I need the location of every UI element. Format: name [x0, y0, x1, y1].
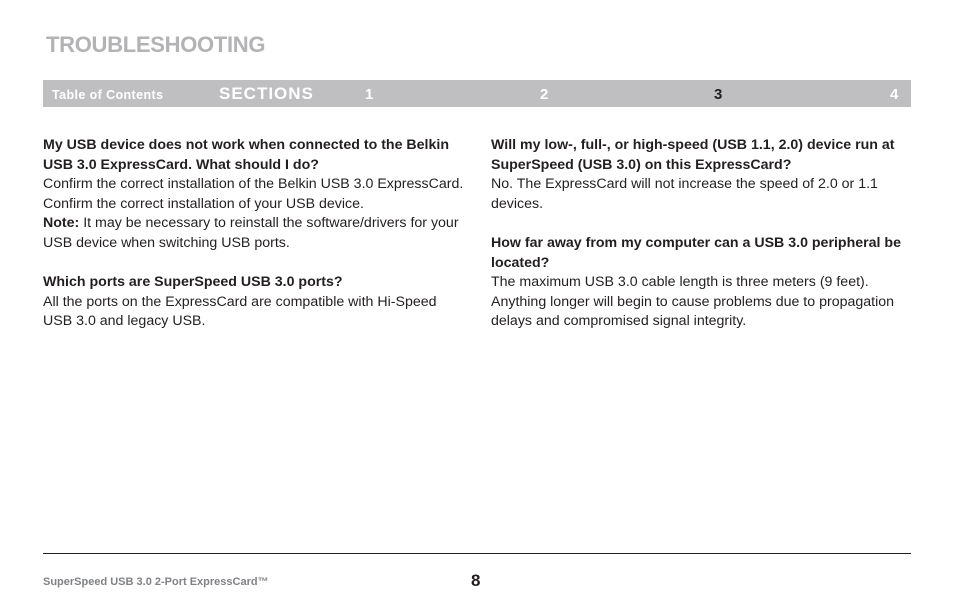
section-4-link[interactable]: 4	[890, 86, 899, 103]
note-text: It may be necessary to reinstall the software/drivers for your USB device when switching USB ports.	[43, 215, 459, 251]
faq-question: How far away from my computer can a USB 3.0 peripheral be located?	[491, 235, 901, 271]
faq-answer: No. The ExpressCard will not increase the speed of 2.0 or 1.1 devices.	[491, 176, 878, 212]
section-3-link[interactable]: 3	[714, 86, 723, 103]
faq-question: Will my low-, full-, or high-speed (USB 1.1, 2.0) device run at SuperSpeed (USB 3.0) on this ExpressCard?	[491, 137, 895, 173]
faq-item	[491, 234, 916, 332]
faq-answer	[43, 175, 468, 253]
right-column	[491, 136, 916, 352]
faq-answer: All the ports on the ExpressCard are compatible with Hi-Speed USB 3.0 and legacy USB.	[43, 293, 437, 329]
faq-question: My USB device does not work when connected to the Belkin USB 3.0 ExpressCard. What should I do?	[43, 137, 449, 173]
faq-item	[43, 273, 468, 332]
faq-item	[43, 136, 468, 253]
faq-question: Which ports are SuperSpeed USB 3.0 ports?	[43, 274, 343, 290]
footer-divider	[43, 553, 911, 554]
faq-item	[491, 136, 916, 214]
note-label: Note:	[43, 215, 80, 231]
page-title: TROUBLESHOOTING	[46, 32, 266, 57]
sections-label: SECTIONS	[219, 84, 314, 103]
footer-product-name: SuperSpeed USB 3.0 2-Port ExpressCard™	[43, 576, 269, 588]
section-2-link[interactable]: 2	[540, 86, 549, 103]
left-column	[43, 136, 468, 352]
faq-answer-text: Confirm the correct installation of the Belkin USB 3.0 ExpressCard. Confirm the correct installation of your USB device.	[43, 176, 464, 212]
section-1-link[interactable]: 1	[365, 86, 374, 103]
page-number: 8	[471, 571, 481, 590]
faq-answer: The maximum USB 3.0 cable length is three meters (9 feet). Anything longer will begin to cause problems due to propagation delays and compromised signal integrity.	[491, 274, 895, 329]
table-of-contents-link[interactable]: Table of Contents	[52, 88, 164, 102]
section-nav-bar	[43, 80, 911, 107]
